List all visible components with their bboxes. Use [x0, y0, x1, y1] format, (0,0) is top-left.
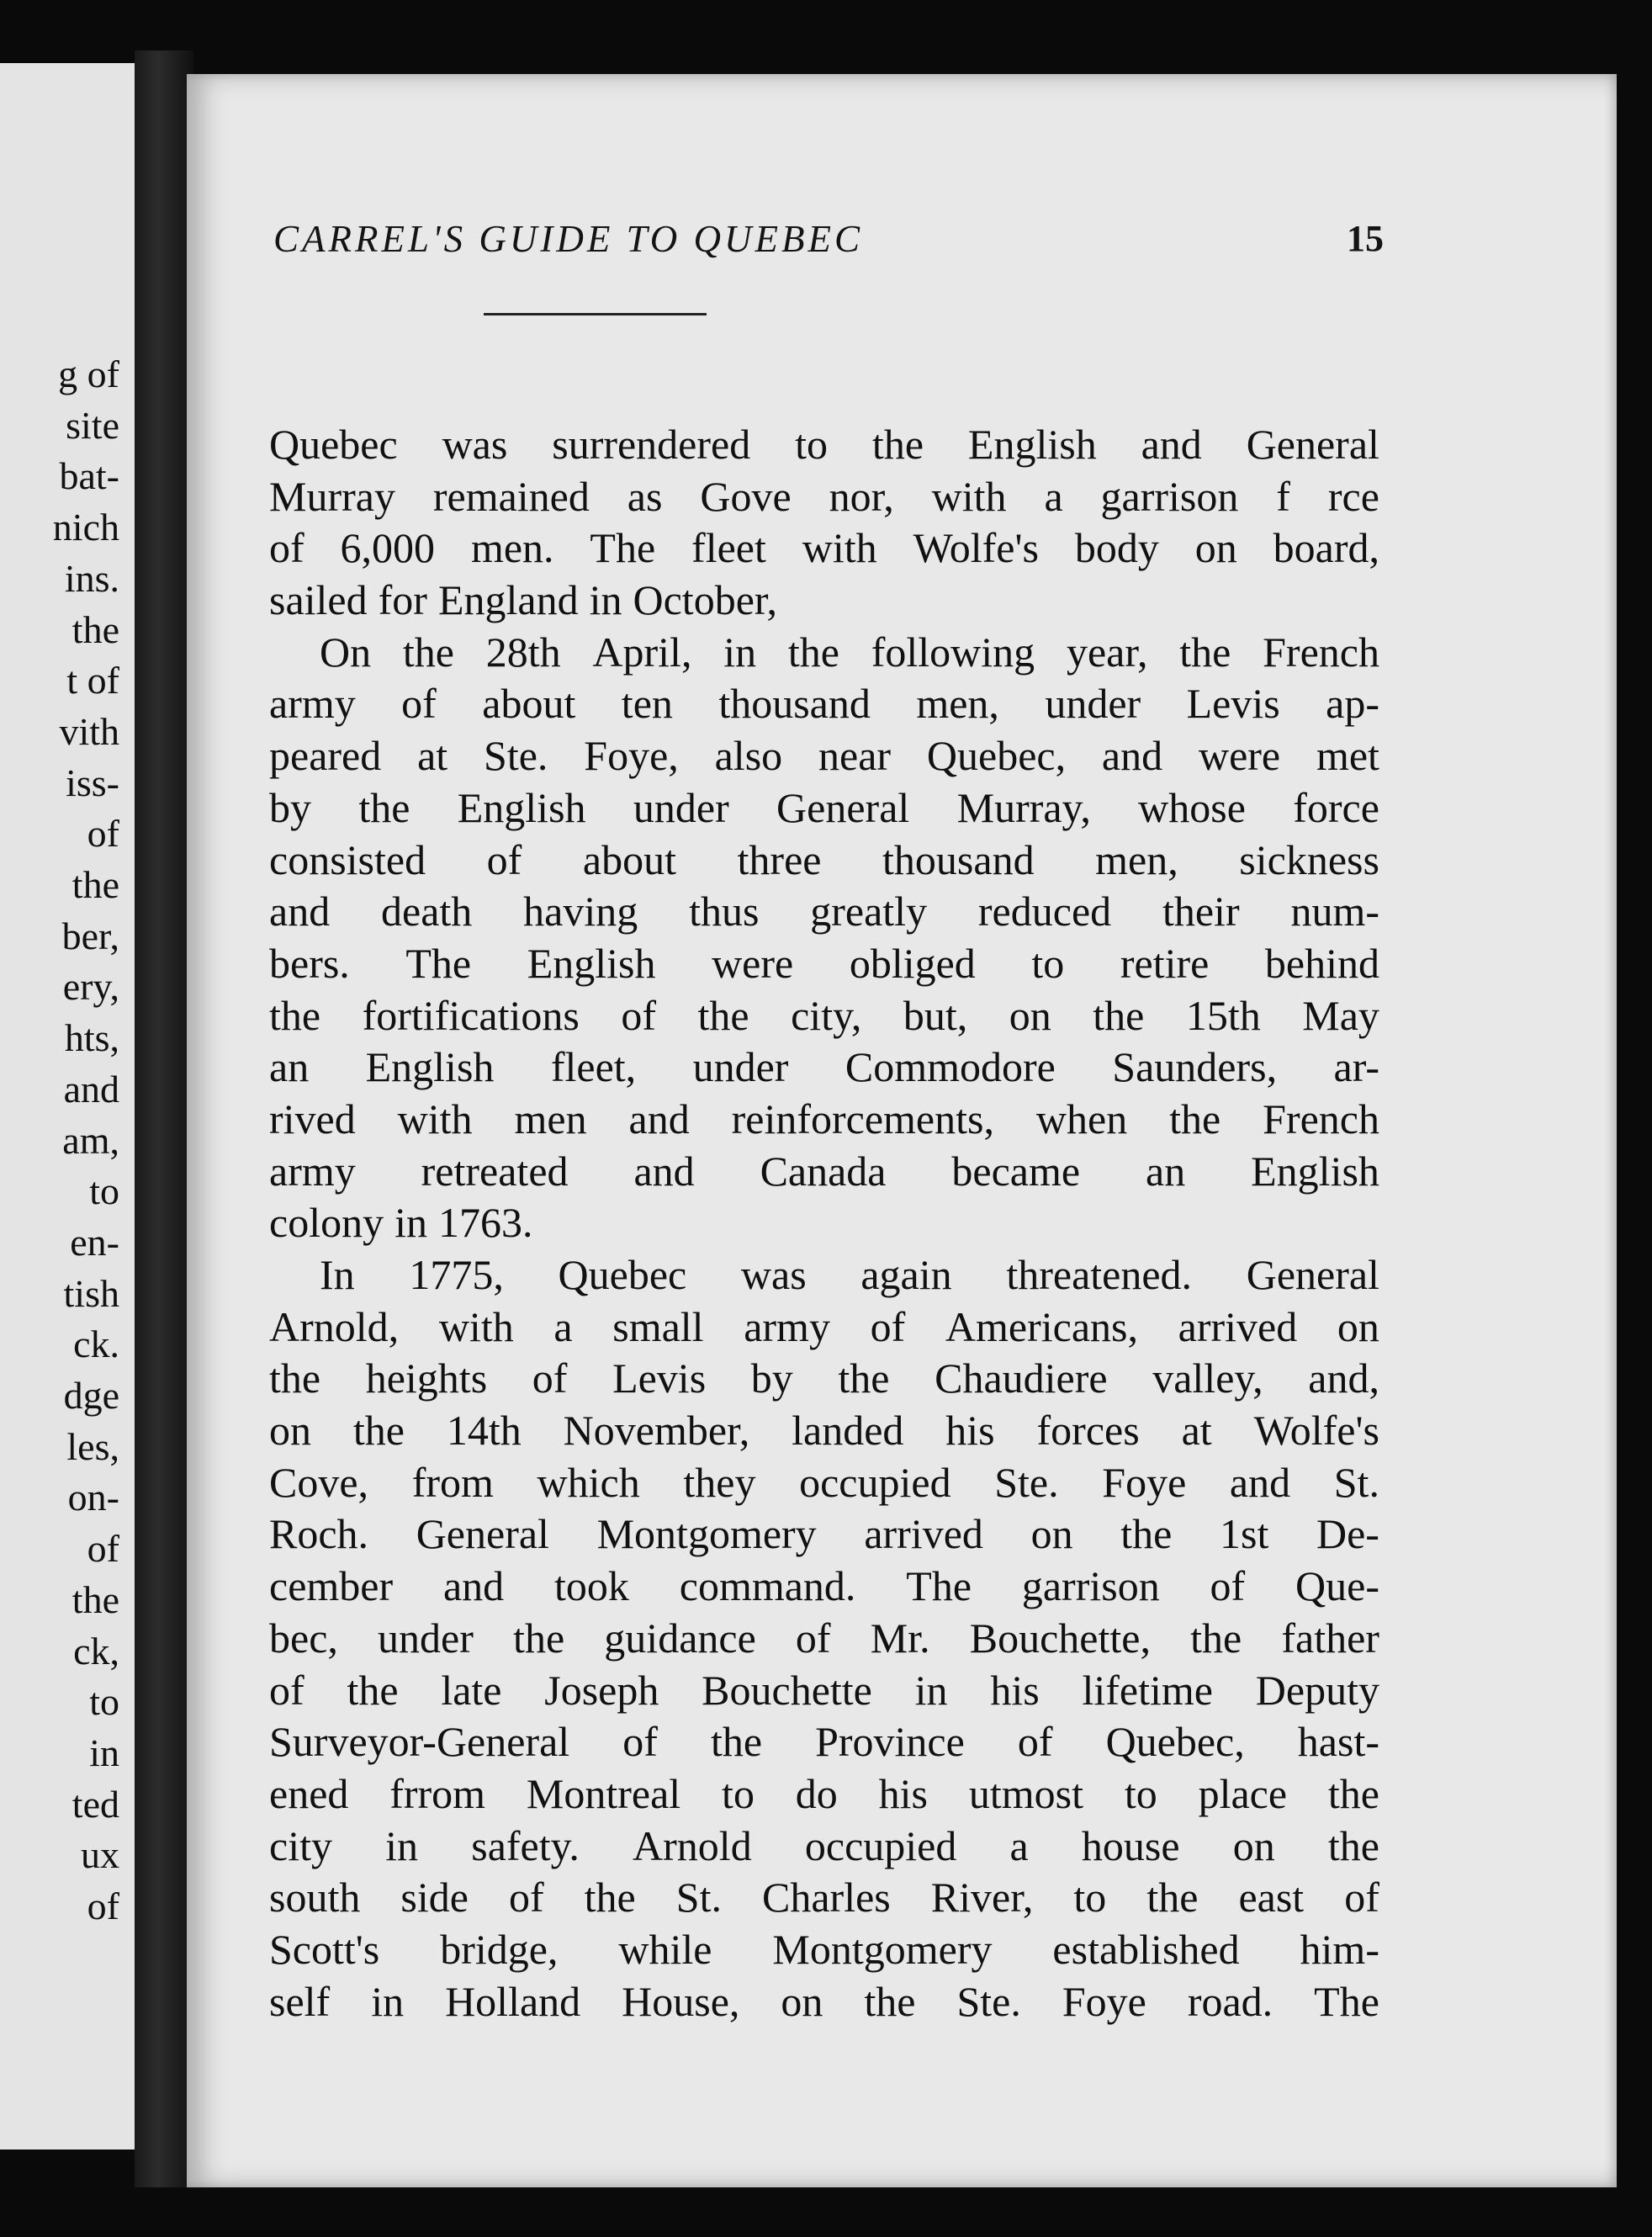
left-page-line: ber,: [61, 914, 119, 957]
header-rule: [484, 313, 707, 315]
left-page-line: bat-: [59, 454, 119, 498]
text-line: sailed for England in October,: [269, 576, 778, 624]
left-page-line: en-: [70, 1220, 119, 1264]
left-page-line: ux: [81, 1833, 119, 1877]
left-page-line: ck.: [73, 1323, 119, 1366]
text-line: Arnold, with a small army of Americans, arrived on: [269, 1302, 1379, 1350]
left-page-line: of: [87, 812, 119, 856]
left-page-fragment: [0, 63, 135, 2150]
left-page-line: on-: [67, 1476, 119, 1519]
text-line: Scott's bridge, while Montgomery established him-: [269, 1925, 1379, 1973]
text-line: south side of the St. Charles River, to the east of: [269, 1874, 1379, 1922]
text-line: Surveyor-General of the Province of Quebec, hast-: [269, 1718, 1379, 1766]
left-page-line: t of: [66, 659, 119, 702]
text-line: the heights of Levis by the Chaudiere valley, and,: [269, 1354, 1379, 1402]
left-page-line: ery,: [62, 965, 119, 1009]
left-page-line: iss-: [66, 761, 119, 804]
text-line: On the 28th April, in the following year, the French: [320, 628, 1379, 676]
text-line: city in safety. Arnold occupied a house on the: [269, 1821, 1379, 1869]
left-page-line: the: [71, 607, 119, 651]
left-page-line: ck,: [73, 1629, 119, 1672]
text-line: of the late Joseph Bouchette in his lifetime Deputy: [269, 1666, 1379, 1714]
left-page-line: and: [63, 1067, 119, 1111]
left-page-line: the: [71, 1577, 119, 1621]
left-page-line: to: [89, 1680, 119, 1724]
text-line: army retreated and Canada became an English: [269, 1147, 1379, 1195]
text-line: colony in 1763.: [269, 1199, 533, 1247]
left-page-line: tish: [63, 1271, 119, 1315]
text-line: ened frrom Montreal to do his utmost to place the: [269, 1769, 1379, 1817]
left-page-line: g of: [58, 353, 119, 395]
body-text: [269, 419, 1379, 2028]
left-page-line: vith: [59, 709, 119, 753]
running-head: [273, 217, 1384, 276]
left-page-line: of: [87, 1527, 119, 1571]
left-page-line: dge: [63, 1374, 119, 1417]
text-line: an English fleet, under Commodore Saunders, ar-: [269, 1043, 1379, 1091]
text-line: cember and took command. The garrison of Que-: [269, 1562, 1379, 1610]
left-page-line: hts,: [64, 1016, 119, 1060]
text-line: rived with men and reinforcements, when the French: [269, 1095, 1379, 1142]
text-line: the fortifications of the city, but, on the 15th May: [269, 991, 1379, 1039]
left-page-line: site: [66, 403, 119, 447]
text-line: Cove, from which they occupied Ste. Foye and St.: [269, 1458, 1379, 1506]
running-head-title: CARREL'S GUIDE TO QUEBEC: [273, 218, 864, 260]
left-page-line: to: [89, 1169, 119, 1213]
text-line: of 6,000 men. The fleet with Wolfe's body on board,: [269, 524, 1379, 572]
left-page-line: les,: [66, 1424, 119, 1468]
left-page-line: of: [87, 1884, 119, 1927]
text-line: consisted of about three thousand men, sickness: [269, 835, 1379, 883]
left-page-line: am,: [62, 1118, 119, 1162]
text-line: bec, under the guidance of Mr. Bouchette, the father: [269, 1614, 1379, 1662]
text-line: Murray remained as Gove nor, with a garrison f rce: [269, 472, 1379, 520]
text-line: bers. The English were obliged to retire behind: [269, 939, 1379, 987]
left-page-line: in: [89, 1731, 119, 1774]
page-number: 15: [1347, 218, 1384, 259]
text-line: peared at Ste. Foye, also near Quebec, and were met: [269, 732, 1379, 780]
text-line: army of about ten thousand men, under Levis ap-: [269, 680, 1379, 728]
left-page-line: ins.: [64, 556, 119, 600]
text-line: Quebec was surrendered to the English and General: [269, 421, 1379, 468]
book-gutter: [135, 50, 193, 2187]
left-page-line: ted: [71, 1782, 119, 1826]
text-line: on the 14th November, landed his forces at Wolfe's: [269, 1407, 1379, 1455]
left-page-line: the: [71, 863, 119, 906]
text-line: In 1775, Quebec was again threatened. General: [320, 1251, 1379, 1298]
text-line: Roch. General Montgomery arrived on the 1st De-: [269, 1510, 1379, 1558]
text-line: self in Holland House, on the Ste. Foye road. The: [269, 1977, 1379, 2025]
text-line: by the English under General Murray, whose force: [269, 783, 1379, 831]
text-line: and death having thus greatly reduced their num-: [269, 888, 1379, 936]
left-page-line: nich: [52, 506, 119, 549]
